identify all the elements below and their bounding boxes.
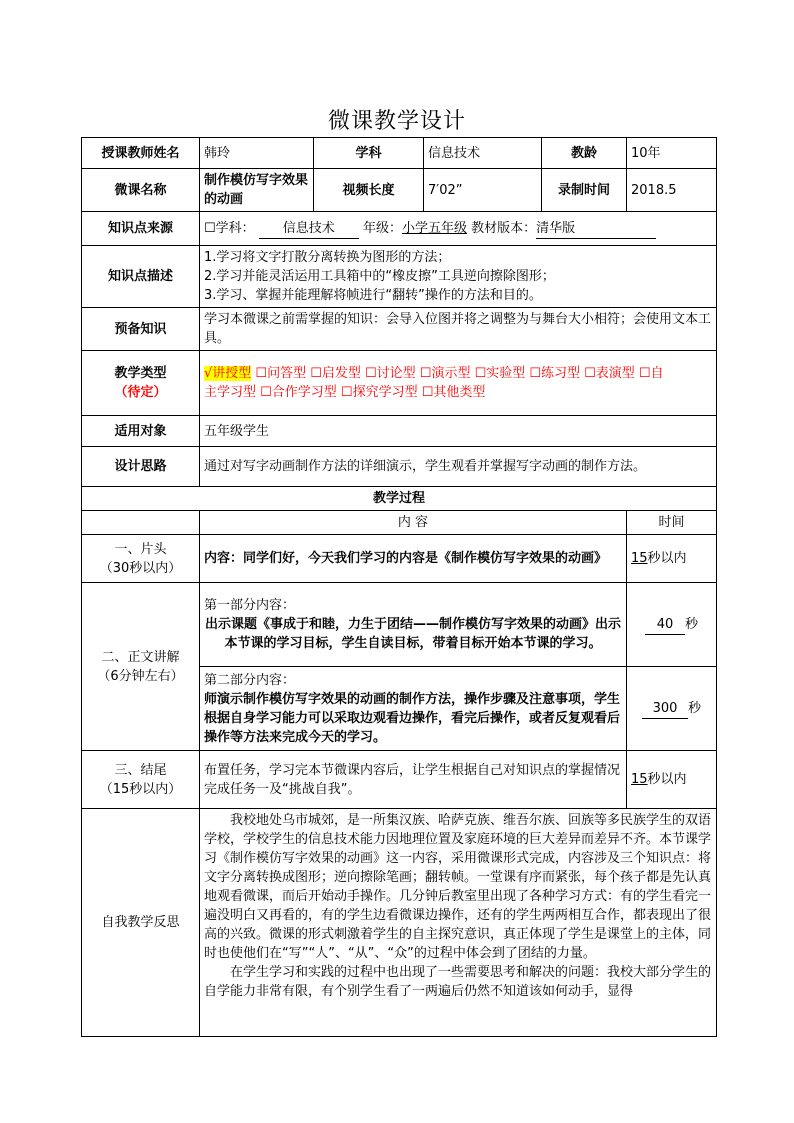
type-row [82,351,717,416]
duration-value: 7′02” [424,169,542,212]
page-title: 微课教学设计 [327,109,466,134]
stage-1-label: 一、片头 （30秒以内） [82,535,200,583]
years-value: 10年 [627,138,717,169]
type-label-cell [82,351,200,416]
type-options-line2: 主学习型 ☐合作学习型 ☐探究学习型 ☐其他类型 [204,385,486,400]
source-subject: 信息技术 [259,219,359,239]
knowledge-row [82,246,717,308]
process-header-row [82,487,717,511]
date-label: 录制时间 [542,169,627,212]
process-header: 教学过程 [82,487,717,511]
stage-2-part1: 第一部分内容： 出示课题《事成于和睦，力生于团结——制作模仿写字效果的动画》出示本节课的学习目标，学生自读目标，带着目标开始本节课的学习。 [200,583,627,667]
grade-label: 年级： [362,220,402,236]
process-stage-col [82,511,200,535]
stage-row-1 [82,535,717,583]
info-row-1 [82,138,717,169]
course-value: 制作模仿写字效果的动画 [200,169,314,212]
knowledge-line: 1.学习将文字打散分离转换为图形的方法； [204,250,451,265]
stage-2-part2: 第二部分内容： 师演示制作模仿写字效果的动画的制作方法，操作步骤及注意事项，学生根据自身学习能力可以采取边观看边操作，看完后操作，或者反复观看后操作等方法来完成今天的学习。 [200,667,627,751]
date-value: 2018.5 [627,169,717,212]
process-content-col: 内 容 [200,511,627,535]
course-label: 微课名称 [82,169,200,212]
info-row-2 [82,169,717,212]
stage-1-content: 内容：同学们好，今天我们学习的内容是《制作模仿写字效果的动画》 [200,535,627,583]
reflection-para-2: 在学生学习和实践的过程中也出现了一些需要思考和解决的问题：我校大部分学生的自学能力非常有限，有个别学生看了一两遍后仍然不知道该如何动手，显得 [204,965,712,999]
audience-value: 五年级学生 [200,416,717,447]
type-sublabel: （待定） [114,385,167,400]
subject-value: 信息技术 [424,138,542,169]
knowledge-line: 2.学习并能灵活运用工具箱中的“橡皮擦”工具逆向擦除图形； [204,269,555,284]
design-label: 设计思路 [82,447,200,487]
reflection-label: 自我教学反思 [82,809,200,1037]
prereq-label: 预备知识 [82,308,200,351]
stage-2-part2-time: 300 秒 [627,667,717,751]
prereq-text: 学习本微课之前需掌握的知识：会导入位图并将之调整为与舞台大小相符；会使用文本工具。 [200,308,717,351]
stage-3-label: 三、结尾 （15秒以内） [82,751,200,809]
design-value: 通过对写字动画制作方法的详细演示，学生观看并掌握写字动画的制作方法。 [200,447,717,487]
source-label: 知识点来源 [82,212,200,246]
type-label: 教学类型 [114,366,167,381]
teacher-value: 韩玲 [200,138,314,169]
reflection-content [200,809,717,1037]
stage-2-part1-time: 40 秒 [627,583,717,667]
lesson-design-table [81,137,717,1037]
audience-row [82,416,717,447]
reflection-row [82,809,717,1037]
knowledge-content [200,246,717,308]
process-columns-row [82,511,717,535]
teacher-label: 授课教师姓名 [82,138,200,169]
type-options [200,351,717,416]
knowledge-line: 3.学习、掌握并能理解将帧进行“翻转”操作的方法和目的。 [204,288,542,303]
type-options-line1: ☐问答型 ☐启发型 ☐讨论型 ☐演示型 ☐实验型 ☐练习型 ☐表演型 ☐自 [251,366,664,381]
prereq-row [82,308,717,351]
stage-row-3 [82,751,717,809]
source-row [82,212,717,246]
audience-label: 适用对象 [82,416,200,447]
edition-value: 清华版 [536,219,656,239]
source-content [200,212,717,246]
stage-1-time: 15秒以内 [627,535,717,583]
stage-3-content: 布置任务，学习完本节微课内容后，让学生根据自己对知识点的掌握情况完成任务一及“挑战自我”。 [200,751,627,809]
knowledge-label: 知识点描述 [82,246,200,308]
stage-2-label: 二、正文讲解 （6分钟左右） [82,583,200,751]
stage-3-time: 15秒以内 [627,751,717,809]
reflection-para-1: 我校地处乌市城郊，是一所集汉族、哈萨克族、维吾尔族、回族等多民族学生的双语学校，学校学生的信息技术能力因地理位置及家庭环境的巨大差异而差异不齐。本节课学习《制作模仿写字效果的动画》这一内容，采用微课形式完成，内容涉及三个知识点：将文字分离转换成图形；逆向擦除笔画；翻转帧。一堂课有序而紧张，每个孩子都是先认真地观看微课，而后开始动手操作。几分钟后教室里出现了各种学习方式：有的学生看完一遍没明白又再看的，有的学生边看微课边操作，还有的学生两两相互合作，都表现出了很高的兴致。微课的形式刺激着学生的自主探究意识，真正体现了学生是课堂上的主体，同时也使他们在“写”“人”、“从”、“众”的过程中体会到了团结的力量。 [204,813,712,961]
duration-label: 视频长度 [314,169,424,212]
stage-row-2a [82,583,717,667]
subject-label: 学科 [314,138,424,169]
source-prefix: ☐学科： [204,220,255,236]
process-time-col: 时间 [627,511,717,535]
type-selected: √讲授型 [204,366,252,381]
grade-value: 小学五年级 [401,220,467,236]
years-label: 教龄 [542,138,627,169]
edition-label: 教材版本： [471,220,537,236]
design-row [82,447,717,487]
